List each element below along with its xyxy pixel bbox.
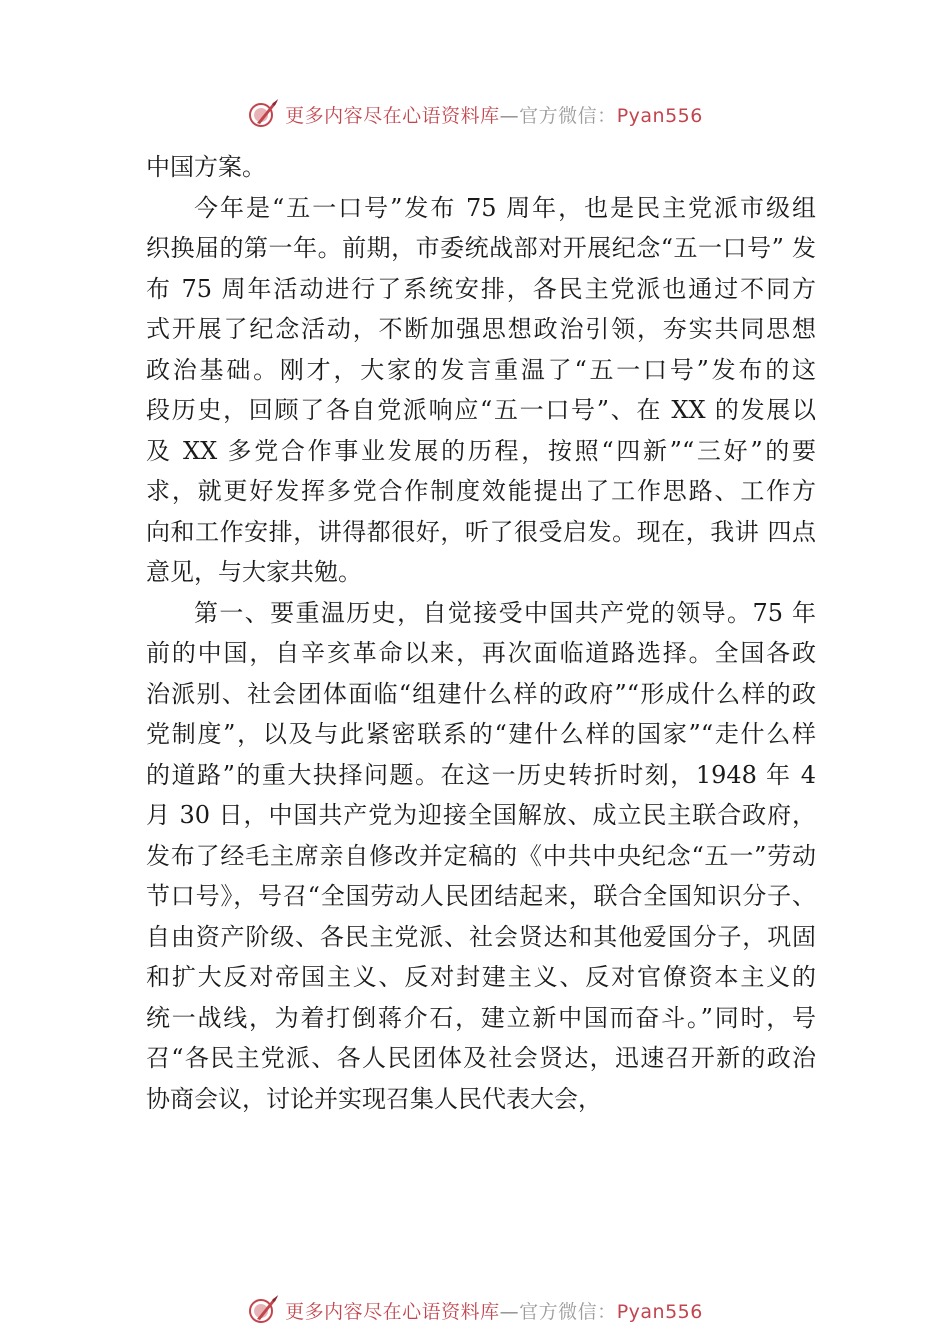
body-line: 召“各民主党派、各人民团体及社会贤达，迅速召开新的政治: [146, 1044, 816, 1072]
header-site-name: 更多内容尽在心语资料库: [285, 104, 500, 127]
body-line: 求，就更好发挥多党合作制度效能提出了工作思路、工作方: [146, 477, 816, 505]
body-line: 发布了经毛主席亲自修改并定稿的《中共中央纪念“五一”劳动: [146, 841, 816, 870]
body-line: 的道路”的重大抉择问题。在这一历史转折时刻，1948 年 4: [146, 760, 816, 789]
body-line: 段历史，回顾了各自党派响应“五一口号”、在 XX 的发展以: [146, 396, 816, 424]
body-line: 和扩大反对帝国主义、反对封建主义、反对官僚资本主义的: [146, 963, 816, 991]
body-line: 自由资产阶级、各民主党派、社会贤达和其他爱国分子，巩固: [146, 922, 816, 951]
header-wechat-label: 官方微信：: [519, 104, 617, 127]
footer-wechat-id: Pyan556: [616, 1300, 703, 1323]
header-banner-text: [285, 101, 703, 128]
footer-banner: [0, 1290, 950, 1330]
footer-banner-text: [285, 1297, 703, 1324]
body-line: 向和工作安排，讲得都很好，听了很受启发。现在，我讲 四点: [146, 517, 816, 546]
body-line: 及 XX 多党合作事业发展的历程，按照“四新”“三好”的要: [146, 436, 816, 465]
document-body: [146, 147, 816, 1119]
quill-seal-icon: [247, 1294, 279, 1326]
body-line: 党制度”，以及与此紧密联系的“建什么样的国家”“走什么样: [146, 720, 816, 748]
body-line: 治派别、社会团体面临“组建什么样的政府”“形成什么样的政: [146, 679, 816, 708]
footer-site-name: 更多内容尽在心语资料库: [285, 1300, 500, 1323]
body-line: 协商会议，讨论并实现召集人民代表大会，: [146, 1084, 602, 1113]
footer-wechat-label: 官方微信：: [519, 1300, 617, 1323]
header-dash: —: [499, 104, 520, 127]
body-line: 今年是“五一口号”发布 75 周年，也是民主党派市级组: [194, 193, 816, 222]
header-banner: [0, 94, 950, 134]
body-line: 统一战线，为着打倒蒋介石，建立新中国而奋斗。”同时，号: [146, 1003, 816, 1032]
body-line: 布 75 周年活动进行了系统安排，各民主党派也通过不同方: [146, 274, 816, 303]
body-line: 月 30 日，中国共产党为迎接全国解放、成立民主联合政府，: [146, 801, 816, 829]
body-line: 前的中国，自辛亥革命以来，再次面临道路选择。全国各政: [146, 639, 816, 667]
body-line: 节口号》，号召“全国劳动人民团结起来，联合全国知识分子、: [146, 882, 816, 910]
header-wechat-id: Pyan556: [616, 104, 703, 127]
quill-seal-icon: [247, 98, 279, 130]
footer-dash: —: [499, 1300, 520, 1323]
body-line: 第一、要重温历史，自觉接受中国共产党的领导。75 年: [194, 598, 816, 627]
body-line: 式开展了纪念活动，不断加强思想政治引领，夯实共同思想: [146, 315, 816, 343]
body-line: 政治基础。刚才，大家的发言重温了“五一口号”发布的这: [146, 355, 816, 384]
body-line: 织换届的第一年。前期，市委统战部对开展纪念“五一口号” 发: [146, 234, 816, 262]
body-line: 意见，与大家共勉。: [146, 558, 362, 586]
body-line: 中国方案。: [146, 153, 266, 181]
